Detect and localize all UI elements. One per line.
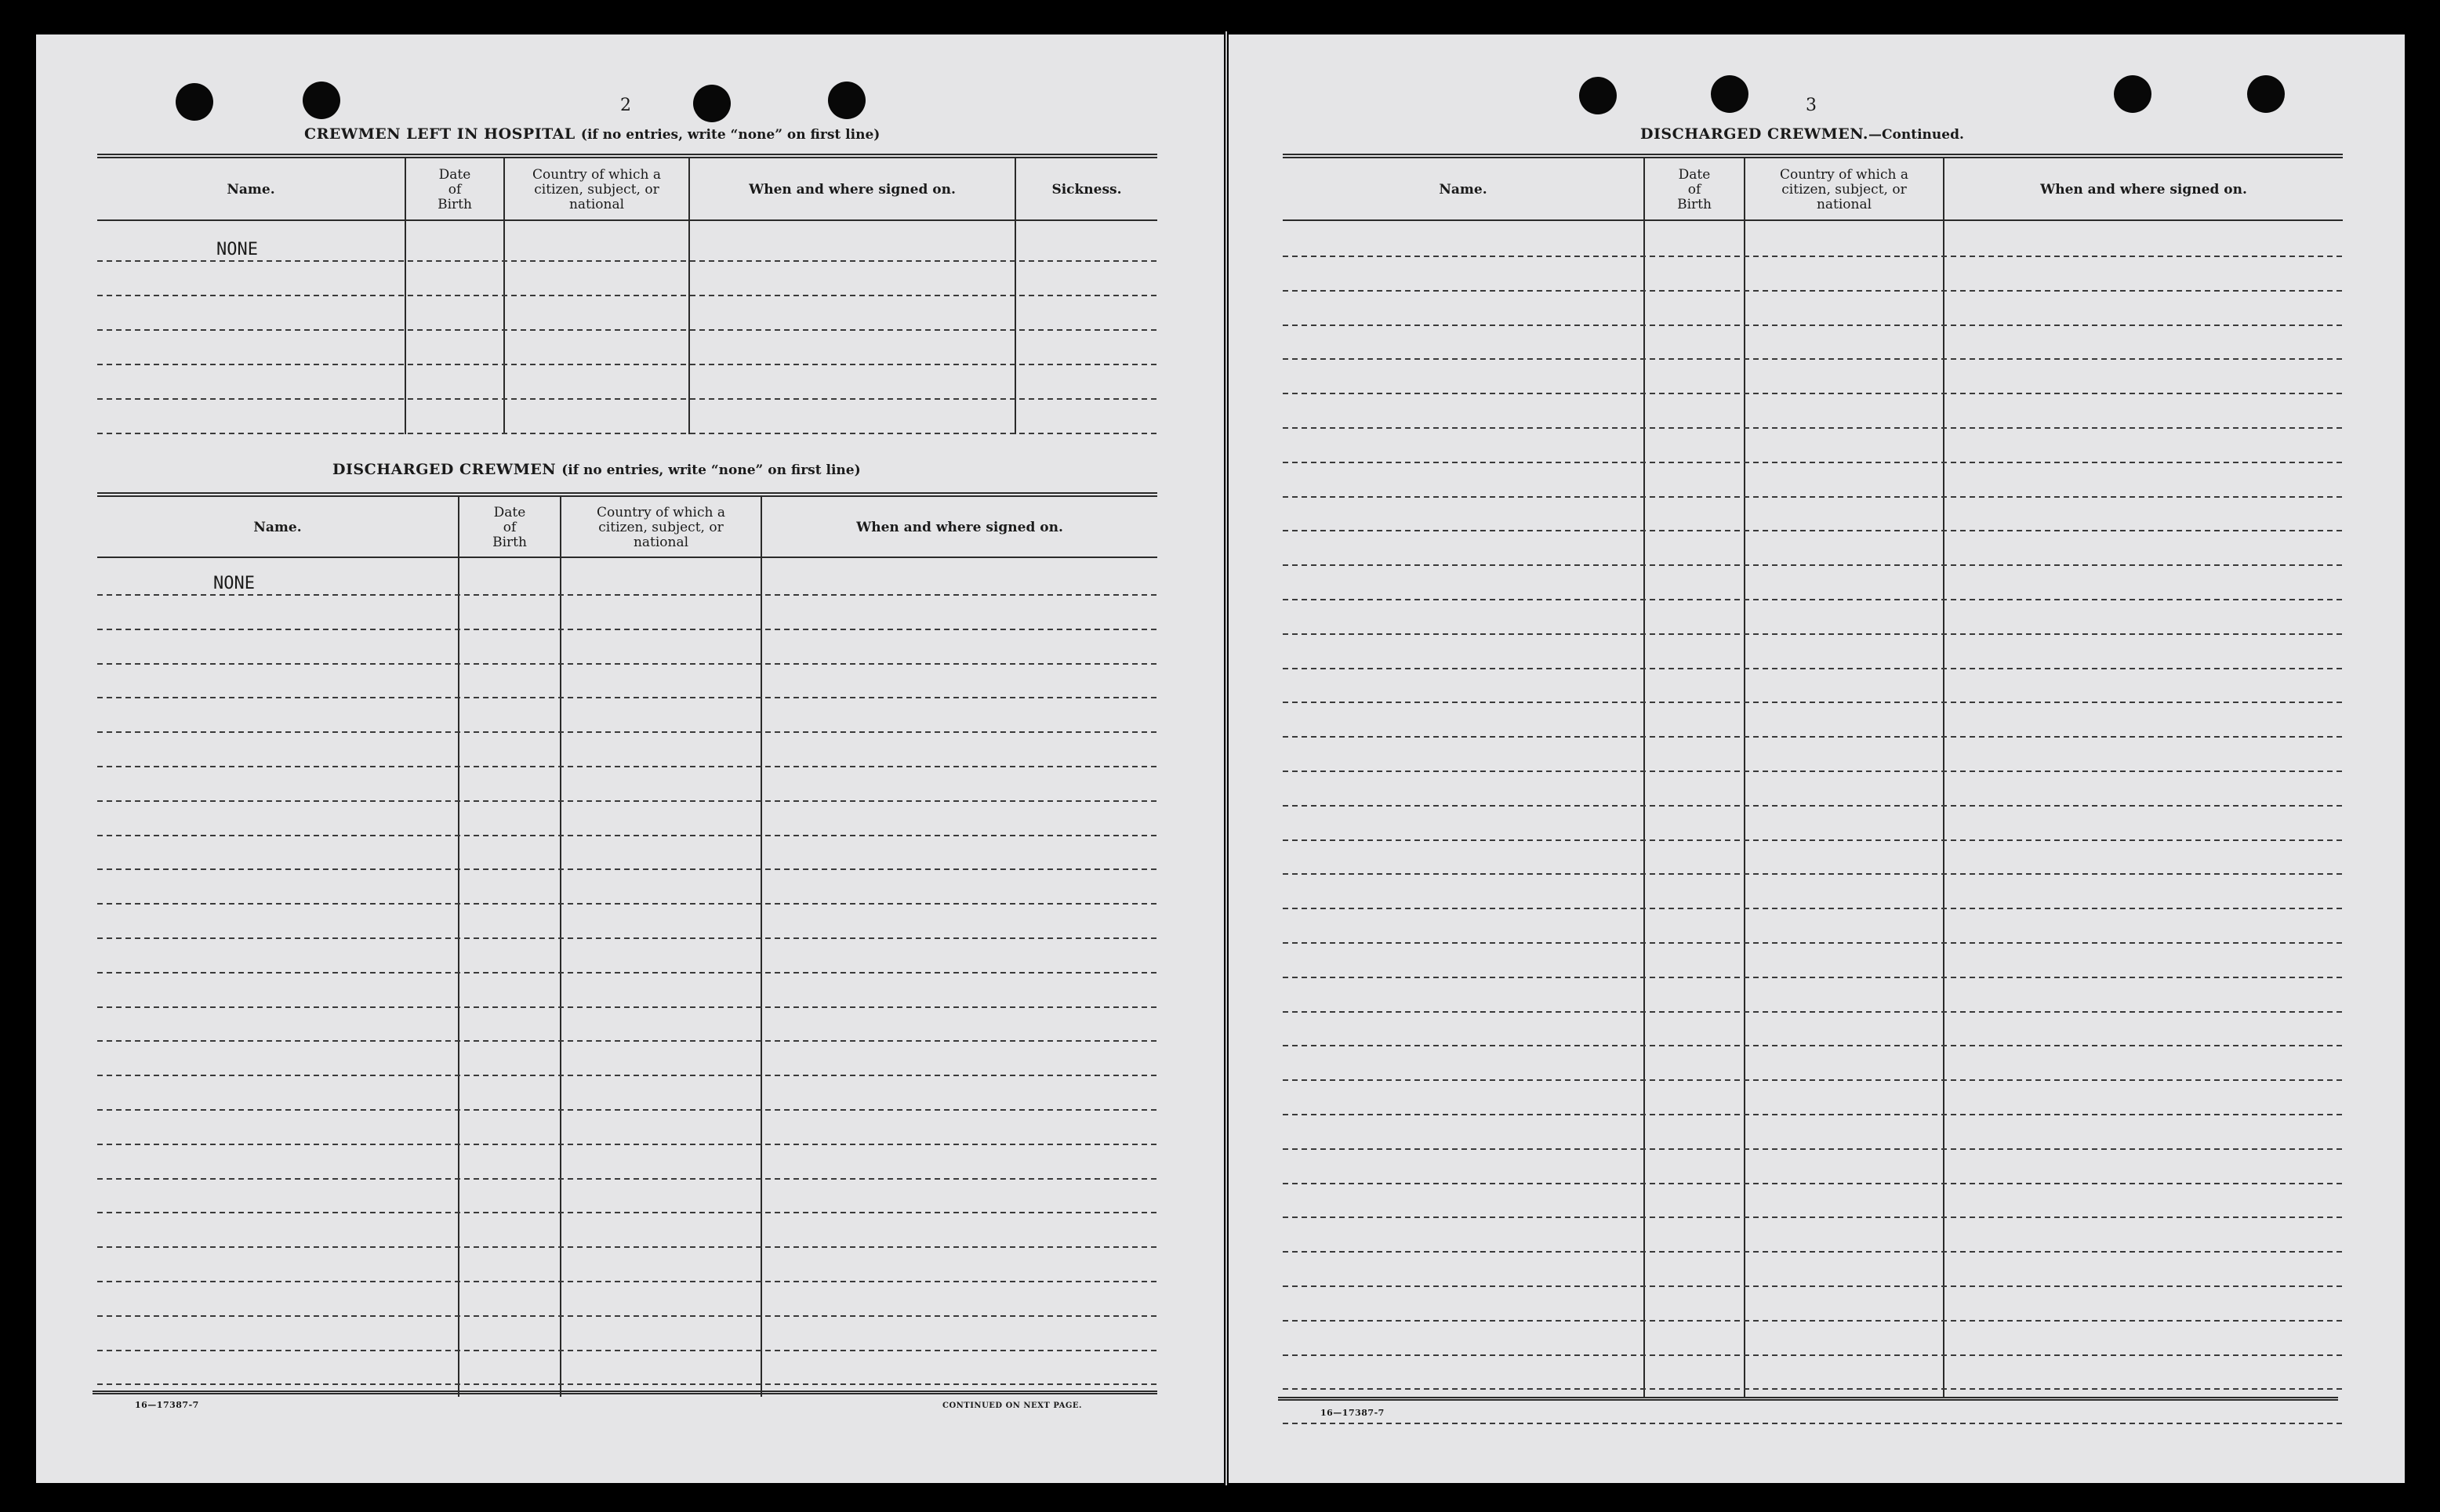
ruled-line <box>97 364 1157 365</box>
ruled-line <box>1283 1011 2343 1013</box>
header-date-of-birth: Date of Birth <box>492 504 527 550</box>
ruled-line <box>97 1109 1157 1111</box>
ruled-line <box>1283 1354 2343 1356</box>
ruled-line <box>97 329 1157 331</box>
ruled-line <box>97 800 1157 802</box>
ruled-line <box>1283 530 2343 531</box>
punch-hole <box>828 82 866 119</box>
ruled-line <box>1283 668 2343 669</box>
page-fold <box>1225 31 1227 1485</box>
ruled-line <box>97 1144 1157 1145</box>
table-bottom-rule <box>1278 1397 2338 1401</box>
ruled-line <box>97 937 1157 939</box>
column-divider <box>1943 158 1944 1397</box>
discharged-note: (if no entries, write “none” on first line) <box>561 462 861 478</box>
header-country: Country of which a citizen, subject, or national <box>597 504 725 550</box>
ruled-line <box>1283 771 2343 772</box>
ruled-line <box>97 1246 1157 1248</box>
ruled-line <box>97 398 1157 400</box>
ruled-line <box>1283 977 2343 978</box>
form-number: 16—17387-7 <box>135 1400 199 1410</box>
column-divider <box>761 497 762 1397</box>
ruled-line <box>1283 427 2343 429</box>
ruled-line <box>1283 805 2343 807</box>
ruled-line <box>97 697 1157 698</box>
continued-suffix: —Continued. <box>1868 127 1964 143</box>
ruled-line <box>1283 1285 2343 1287</box>
header-date-of-birth: Date of Birth <box>438 166 472 212</box>
ruled-line <box>97 1178 1157 1180</box>
hospital-note: (if no entries, write “none” on first line) <box>580 127 881 143</box>
table-top-rule <box>1283 154 2343 158</box>
ruled-line <box>97 1006 1157 1008</box>
table-bottom-rule <box>93 1391 1157 1394</box>
header-name: Name. <box>1439 181 1487 198</box>
continued-note: CONTINUED ON NEXT PAGE. <box>942 1401 1083 1410</box>
page-number: 3 <box>1806 96 1817 115</box>
ruled-line <box>1283 393 2343 394</box>
punch-hole <box>176 83 213 121</box>
hospital-table <box>97 154 1157 437</box>
ruled-line <box>97 1383 1157 1385</box>
punch-hole <box>303 82 340 119</box>
table-top-rule <box>97 154 1157 158</box>
ruled-line <box>1283 702 2343 703</box>
header-rule <box>1283 219 2343 221</box>
ruled-line <box>97 1350 1157 1351</box>
ruled-line <box>97 295 1157 296</box>
header-date-of-birth: Date of Birth <box>1677 166 1712 212</box>
ruled-line <box>97 903 1157 905</box>
column-divider <box>458 497 459 1397</box>
column-divider <box>560 497 561 1397</box>
ruled-line <box>1283 564 2343 566</box>
continued-section-title <box>1640 125 1964 143</box>
ruled-line <box>1283 1320 2343 1322</box>
ruled-line <box>1283 1183 2343 1184</box>
punch-hole <box>693 85 731 122</box>
form-number: 16—17387-7 <box>1320 1408 1385 1418</box>
column-divider <box>1744 158 1745 1397</box>
ruled-line <box>1283 256 2343 257</box>
ruled-line <box>97 868 1157 870</box>
header-when-where-signed: When and where signed on. <box>2040 181 2247 198</box>
ruled-line <box>1283 908 2343 909</box>
hospital-title: CREWMEN LEFT IN HOSPITAL <box>304 125 576 143</box>
ruled-line <box>1283 462 2343 463</box>
ruled-line <box>97 1212 1157 1213</box>
hospital-first-entry: NONE <box>216 240 258 259</box>
ruled-line <box>1283 325 2343 326</box>
ruled-line <box>1283 1388 2343 1390</box>
ruled-line <box>1283 496 2343 498</box>
ruled-line <box>97 594 1157 596</box>
ruled-line <box>1283 873 2343 875</box>
header-when-where-signed: When and where signed on. <box>856 519 1063 535</box>
continued-title: DISCHARGED CREWMEN. <box>1640 125 1869 143</box>
discharged-first-entry: NONE <box>213 574 255 593</box>
ruled-line <box>1283 1148 2343 1150</box>
header-country: Country of which a citizen, subject, or national <box>1780 166 1908 212</box>
ruled-line <box>97 260 1157 262</box>
header-sickness: Sickness. <box>1051 181 1122 198</box>
ruled-line <box>97 835 1157 836</box>
ruled-line <box>97 766 1157 767</box>
header-name: Name. <box>253 519 302 535</box>
column-divider <box>1643 158 1645 1397</box>
discharged-table <box>97 492 1157 1397</box>
ruled-line <box>1283 1251 2343 1253</box>
header-when-where-signed: When and where signed on. <box>749 181 956 198</box>
discharged-title: DISCHARGED CREWMEN <box>332 461 557 478</box>
continued-table <box>1283 154 2343 1397</box>
ruled-line <box>97 629 1157 630</box>
ruled-line <box>1283 736 2343 738</box>
ruled-line <box>1283 942 2343 944</box>
punch-hole <box>1711 75 1748 113</box>
punch-hole <box>1579 77 1617 114</box>
ruled-line <box>97 972 1157 974</box>
ruled-line <box>1283 1216 2343 1218</box>
ruled-line <box>97 433 1157 434</box>
ruled-line <box>97 1315 1157 1317</box>
ruled-line <box>97 663 1157 665</box>
ruled-line <box>97 1281 1157 1282</box>
punch-hole <box>2114 75 2151 113</box>
header-rule <box>97 557 1157 558</box>
ruled-line <box>1283 599 2343 600</box>
header-name: Name. <box>227 181 275 198</box>
ruled-line <box>1283 290 2343 292</box>
ruled-line <box>97 1075 1157 1076</box>
punch-hole <box>2247 75 2285 113</box>
header-country: Country of which a citizen, subject, or national <box>532 166 661 212</box>
ruled-line <box>97 731 1157 733</box>
ruled-line <box>1283 839 2343 841</box>
ruled-line <box>97 1040 1157 1042</box>
ruled-line <box>1283 633 2343 635</box>
header-rule <box>97 219 1157 221</box>
page-number: 2 <box>620 96 631 115</box>
discharged-section-title <box>332 461 861 478</box>
table-top-rule <box>97 492 1157 497</box>
ruled-line <box>1283 1114 2343 1115</box>
ruled-line <box>1283 1045 2343 1046</box>
hospital-section-title <box>304 125 880 143</box>
ruled-line <box>1283 1079 2343 1081</box>
ruled-line <box>1283 358 2343 360</box>
ruled-line <box>1283 1423 2343 1424</box>
